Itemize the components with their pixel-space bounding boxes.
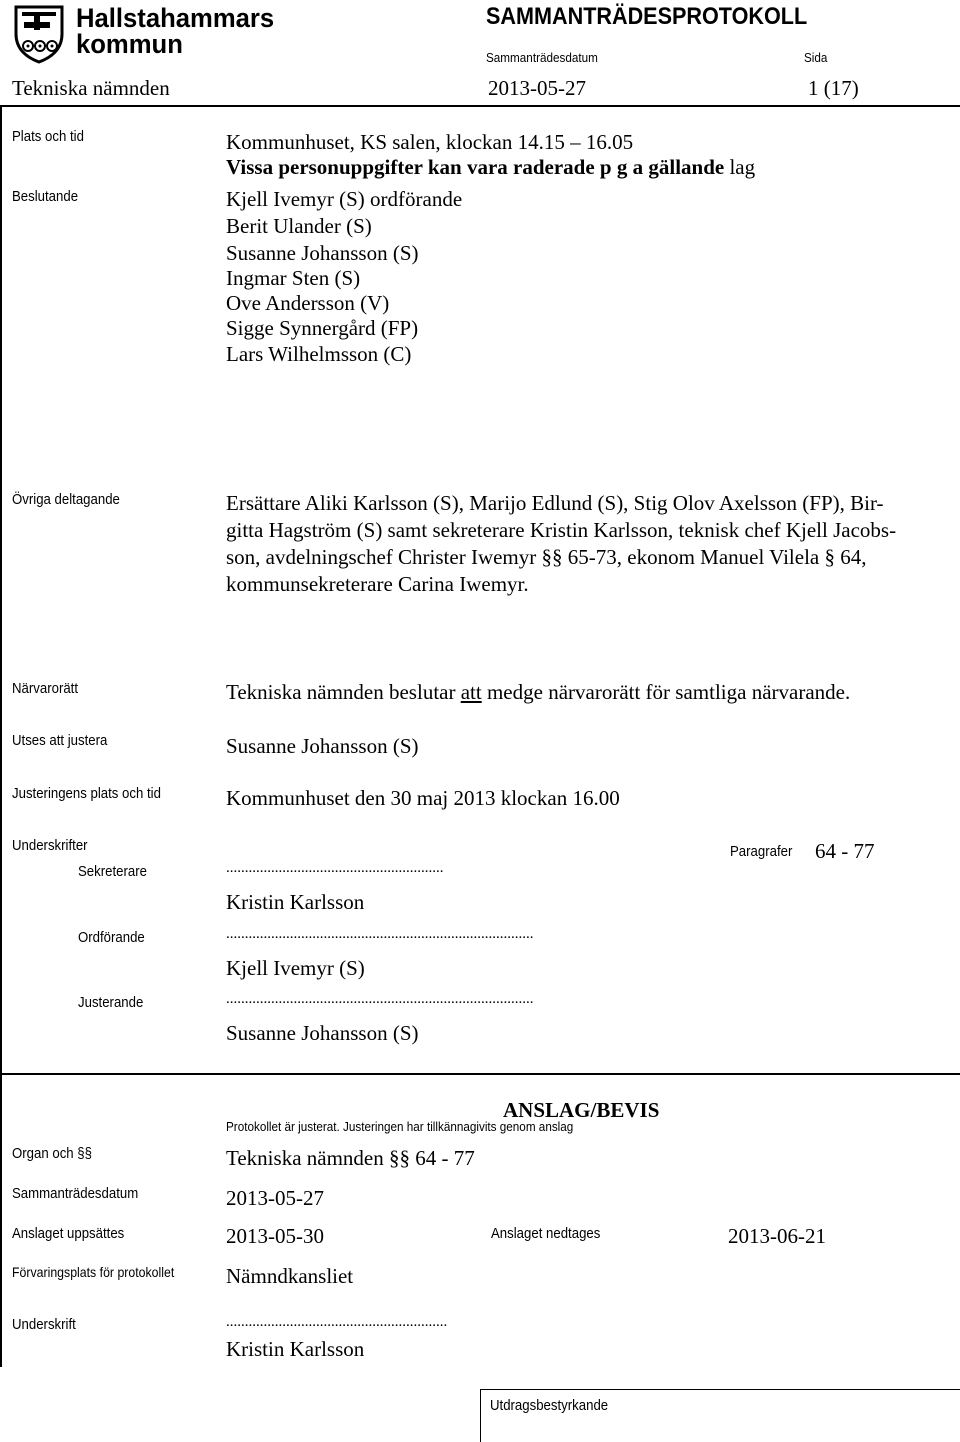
- org-name-line2: kommun: [76, 29, 183, 59]
- secretary-signature-line: ..........................................................: [226, 860, 444, 876]
- chair-label: Ordförande: [78, 929, 145, 946]
- member-4: Ingmar Sten (S): [226, 266, 361, 290]
- organ-label: Organ och §§: [12, 1145, 92, 1162]
- member-6: Sigge Synnergård (FP): [226, 316, 419, 340]
- left-border: [0, 105, 2, 1367]
- municipality-logo: [10, 4, 70, 64]
- notice-meeting-date-label: Sammanträdesdatum: [12, 1185, 139, 1202]
- others-label: Övriga deltagande: [12, 491, 120, 508]
- paragraphs-value: 64 - 77: [815, 839, 875, 863]
- others-line-4: kommunsekreterare Carina Iwemyr.: [226, 572, 529, 596]
- adjuster-signature-line: ..................................................................................: [226, 991, 534, 1007]
- header-divider: [0, 105, 960, 107]
- notice-board-title: ANSLAG/BEVIS: [503, 1098, 660, 1122]
- notice-meeting-date-value: 2013-05-27: [226, 1186, 324, 1210]
- coat-of-arms-icon: [10, 4, 70, 64]
- paragraphs-label: Paragrafer: [730, 843, 793, 860]
- presence-label: Närvarorätt: [12, 680, 79, 697]
- signatures-label: Underskrifter: [12, 837, 88, 854]
- removed-value: 2013-06-21: [728, 1224, 826, 1248]
- presence-text-underlined: att: [460, 680, 482, 704]
- notice-board-subtitle: Protokollet är justerat. Justeringen har tillkännagivits genom anslag: [226, 1119, 574, 1134]
- meeting-date-label: Sammanträdesdatum: [486, 50, 598, 65]
- adjust-value: Susanne Johansson (S): [226, 734, 419, 758]
- presence-text: [226, 680, 850, 705]
- others-line-3: son, avdelningschef Christer Iwemyr §§ 65-73, ekonom Manuel Vilela § 64,: [226, 545, 867, 569]
- privacy-notice-tail: lag: [729, 155, 756, 179]
- adjuster-label: Justerande: [78, 994, 144, 1011]
- certified-box-top: [480, 1389, 960, 1390]
- member-2: Berit Ulander (S): [226, 214, 372, 238]
- privacy-notice-text: Vissa personuppgifter kan vara raderade p g a gällande: [226, 155, 725, 179]
- storage-value: Nämndkansliet: [226, 1264, 354, 1288]
- privacy-notice: [226, 155, 755, 180]
- others-line-2: gitta Hagström (S) samt sekreterare Kristin Karlsson, teknisk chef Kjell Jacobs-: [226, 518, 897, 542]
- notice-signature-line: ...........................................................: [226, 1314, 448, 1330]
- member-1: Kjell Ivemyr (S) ordförande: [226, 187, 463, 211]
- secretary-label: Sekreterare: [78, 863, 147, 880]
- place-value: Kommunhuset, KS salen, klockan 14.15 – 16.05: [226, 130, 634, 154]
- certified-box-left: [480, 1389, 481, 1442]
- document-title: SAMMANTRÄDESPROTOKOLL: [486, 3, 808, 30]
- organ-value: Tekniska nämnden §§ 64 - 77: [226, 1146, 475, 1170]
- member-7: Lars Wilhelmsson (C): [226, 342, 412, 366]
- member-3: Susanne Johansson (S): [226, 241, 419, 265]
- section-divider: [0, 1073, 960, 1075]
- place-label: Plats och tid: [12, 128, 84, 145]
- removed-label: Anslaget nedtages: [491, 1225, 601, 1242]
- page-number: 1 (17): [808, 76, 859, 100]
- adjust-label: Utses att justera: [12, 732, 108, 749]
- adjust-place-value: Kommunhuset den 30 maj 2013 klockan 16.00: [226, 786, 620, 810]
- committee-name: Tekniska nämnden: [12, 76, 170, 100]
- org-name-line1: Hallstahammars: [76, 3, 275, 33]
- presence-text-before: Tekniska nämnden beslutar: [226, 680, 461, 704]
- notice-signature-name: Kristin Karlsson: [226, 1337, 365, 1361]
- certified-label: Utdragsbestyrkande: [490, 1397, 609, 1414]
- meeting-date: 2013-05-27: [488, 76, 586, 100]
- presence-text-after: medge närvarorätt för samtliga närvarande.: [481, 680, 851, 704]
- others-line-1: Ersättare Aliki Karlsson (S), Marijo Edlund (S), Stig Olov Axelsson (FP), Bir-: [226, 491, 884, 515]
- decision-makers-label: Beslutande: [12, 188, 79, 205]
- posted-label: Anslaget uppsättes: [12, 1225, 125, 1242]
- chair-signature-line: ..................................................................................: [226, 926, 534, 942]
- page-label: Sida: [804, 50, 828, 65]
- signature-label: Underskrift: [12, 1316, 76, 1333]
- storage-label: Förvaringsplats för protokollet: [12, 1264, 175, 1280]
- secretary-name: Kristin Karlsson: [226, 890, 365, 914]
- posted-value: 2013-05-30: [226, 1224, 324, 1248]
- member-5: Ove Andersson (V): [226, 291, 390, 315]
- adjust-place-label: Justeringens plats och tid: [12, 785, 161, 802]
- chair-name: Kjell Ivemyr (S): [226, 956, 365, 980]
- adjuster-name: Susanne Johansson (S): [226, 1021, 419, 1045]
